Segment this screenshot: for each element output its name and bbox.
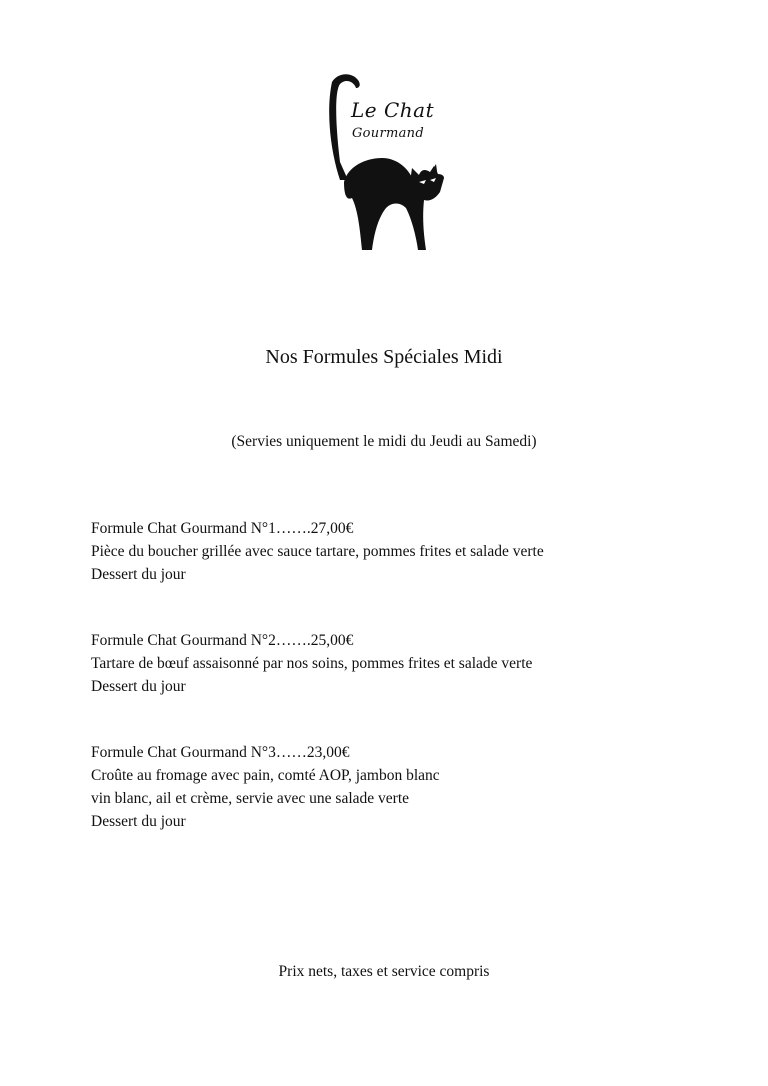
formule-heading: Formule Chat Gourmand N°1…….27,00€ (91, 520, 354, 537)
formule-line: Croûte au fromage avec pain, comté AOP, jambon blanc (91, 767, 440, 784)
restaurant-logo (318, 70, 453, 252)
page-subtitle: (Servies uniquement le midi du Jeudi au Samedi) (231, 433, 537, 450)
formule-1 (91, 517, 544, 586)
formule-line: Dessert du jour (91, 566, 186, 583)
formule-line: Pièce du boucher grillée avec sauce tartare, pommes frites et salade verte (91, 543, 544, 560)
formule-heading: Formule Chat Gourmand N°3……23,00€ (91, 744, 350, 761)
formule-heading: Formule Chat Gourmand N°2…….25,00€ (91, 632, 354, 649)
footer-note: Prix nets, taxes et service compris (278, 963, 490, 980)
formule-line: Dessert du jour (91, 678, 186, 695)
logo-text-gourmand: Gourmand (352, 126, 424, 141)
logo-text-le-chat: Le Chat (351, 98, 435, 122)
formule-2 (91, 629, 532, 698)
formule-line: vin blanc, ail et crème, servie avec une salade verte (91, 790, 410, 807)
formule-line: Tartare de bœuf assaisonné par nos soins, pommes frites et salade verte (91, 655, 533, 672)
formule-line: Dessert du jour (91, 813, 186, 830)
page-title: Nos Formules Spéciales Midi (265, 346, 503, 368)
formule-3 (91, 741, 440, 833)
